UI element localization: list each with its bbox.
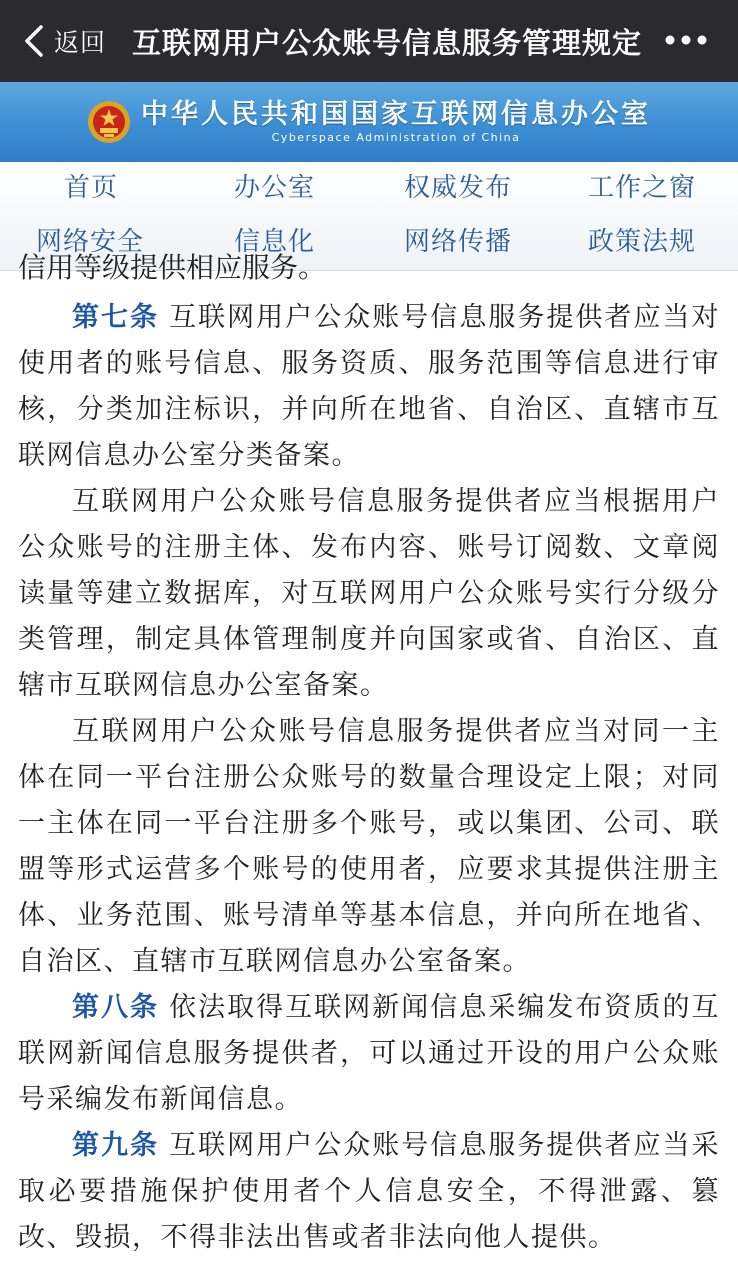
nav-item-office[interactable]: 办公室 <box>234 173 316 203</box>
nav-item-informatization[interactable]: 信息化 <box>234 227 316 257</box>
paragraph-article-9 <box>18 1123 720 1261</box>
nav-item-online-communication[interactable]: 网络传播 <box>404 227 513 257</box>
top-bar <box>0 0 738 82</box>
nav-item-work-window[interactable]: 工作之窗 <box>588 173 697 203</box>
site-banner[interactable] <box>0 82 738 162</box>
nav-row-1 <box>0 162 738 216</box>
article-body <box>0 251 738 1280</box>
paragraph-text: 互联网用户公众账号信息服务提供者应当根据用户公众账号的注册主体、发布内容、账号订阅数、文章阅读量等建立数据库，对互联网用户公众账号实行分级分类管理，制定具体管理制度并向国家或省、自治区、直辖市互联网信息办公室备案。 <box>18 486 720 701</box>
banner-title-en: Cyberspace Administration of China <box>271 131 521 144</box>
national-emblem-icon <box>87 100 131 144</box>
article-heading: 第七条 <box>72 302 160 333</box>
paragraph-text: 互联网用户公众账号信息服务提供者应当对同一主体在同一平台注册公众账号的数量合理设定上限；对同一主体在同一平台注册多个账号，或以集团、公司、联盟等形式运营多个账号的使用者，应要求其提供注册主体、业务范围、账号清单等基本信息，并向所在地省、自治区、直辖市互联网信息办公室备案。 <box>18 716 720 977</box>
more-icon[interactable] <box>664 28 708 52</box>
chevron-left-icon <box>22 24 46 58</box>
paragraph-text: 依法取得互联网新闻信息采编发布资质的互联网新闻信息服务提供者，可以通过开设的用户公众账号采编发布新闻信息。 <box>18 992 721 1115</box>
nav-item-policy-regulations[interactable]: 政策法规 <box>588 227 697 257</box>
back-button[interactable] <box>22 0 106 82</box>
page-title: 互联网用户公众账号信息服务管理规定 <box>132 25 643 60</box>
nav-item-cybersecurity[interactable]: 网络安全 <box>36 227 145 257</box>
nav-item-releases[interactable]: 权威发布 <box>404 173 513 203</box>
article-text <box>18 295 720 1261</box>
back-label: 返回 <box>54 28 107 57</box>
banner-text <box>141 99 651 145</box>
article-heading: 第九条 <box>72 1130 160 1161</box>
paragraph-article-7 <box>18 295 720 479</box>
nav-item-home[interactable]: 首页 <box>64 173 119 203</box>
paragraph-article-8 <box>18 985 720 1123</box>
paragraph-text: 互联网用户公众账号信息服务提供者应当对使用者的账号信息、服务资质、服务范围等信息进行审核，分类加注标识，并向所在地省、自治区、直辖市互联网信息办公室分类备案。 <box>18 302 721 471</box>
paragraph <box>18 709 720 985</box>
clipped-text-line: 信用等级提供相应服务。 <box>18 251 327 284</box>
banner-title-cn: 中华人民共和国国家互联网信息办公室 <box>141 99 651 130</box>
paragraph <box>18 479 720 709</box>
paragraph-text: 互联网用户公众账号信息服务提供者应当采取必要措施保护使用者个人信息安全，不得泄露、篡改、毁损，不得非法出售或者非法向他人提供。 <box>18 1130 721 1253</box>
article-heading: 第八条 <box>72 992 160 1023</box>
